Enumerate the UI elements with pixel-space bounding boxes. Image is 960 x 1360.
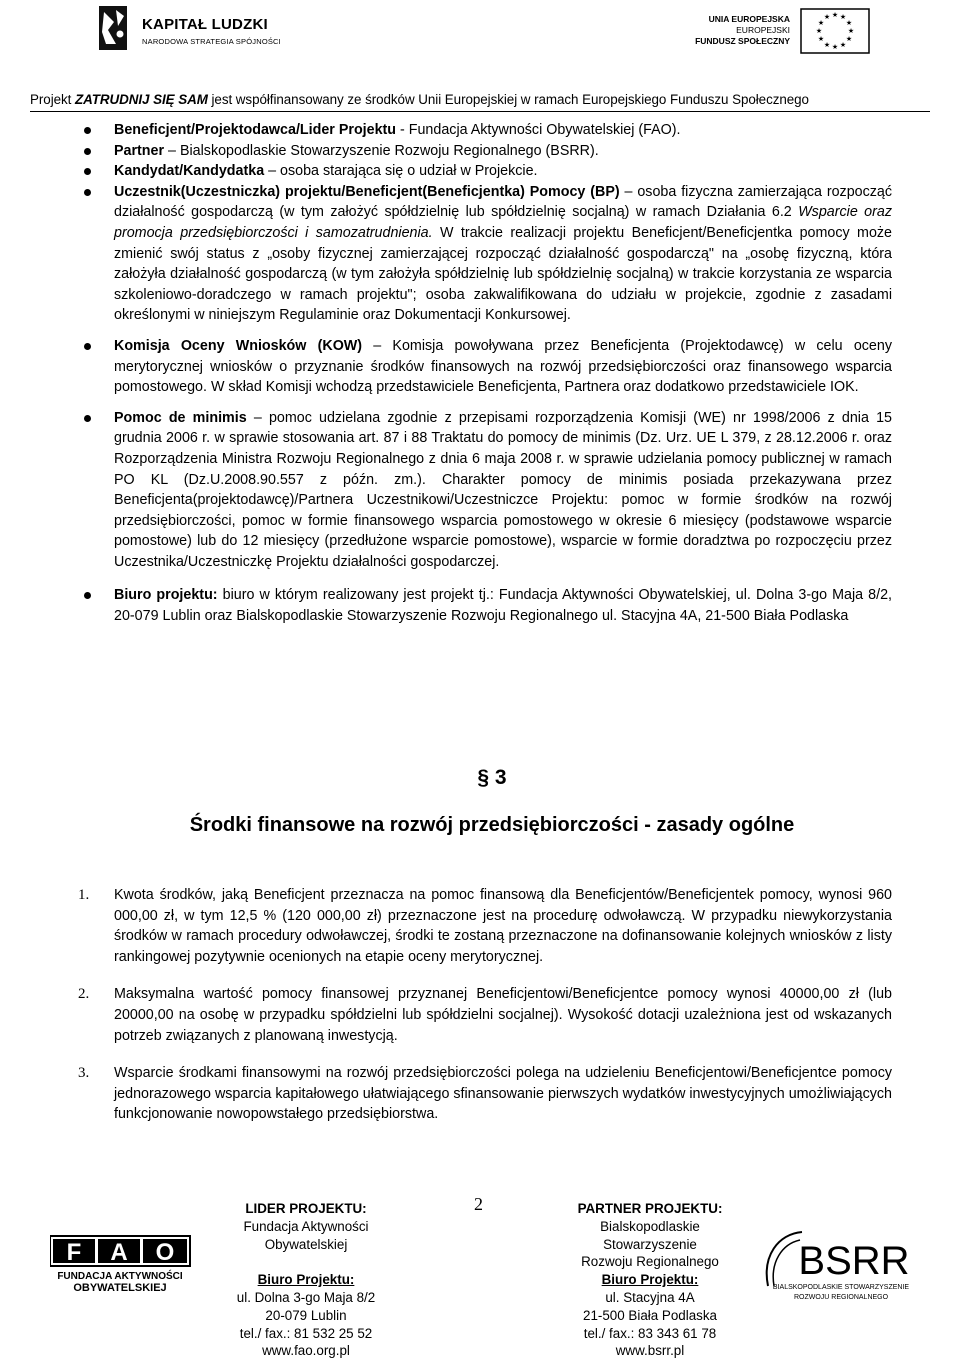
partner-contact (560, 1200, 740, 1360)
definition-text: biuro w którym realizowany jest projekt tj.: Fundacja Aktywności Obywatelskiej, ul. Dolna 3-go Maja 8/2, 20-079 Lublin oraz Bialskopodlaskie Stowarzyszenie Rozwoju Regionalnego ul. Stacyjna 4A, 21-500 Biała Podlaska (114, 587, 892, 625)
eu-logo (695, 4, 870, 58)
eu-logo-line1: UNIA EUROPEJSKA (708, 14, 790, 24)
fao-logo (50, 1232, 200, 1294)
definition-text: - Fundacja Aktywności Obywatelskiej (FAO). (396, 122, 681, 138)
partner-address-1: ul. Stacyjna 4A (605, 1289, 695, 1305)
page-header (0, 0, 960, 112)
leader-heading: LIDER PROJEKTU: (245, 1201, 367, 1216)
bsrr-logo-line2: ROZWOJU REGIONALNEGO (793, 1294, 889, 1301)
bullet-icon (84, 343, 91, 350)
leader-contact (216, 1200, 396, 1360)
rules-list (78, 885, 892, 1142)
leader-phone: tel./ fax.: 81 532 25 52 (239, 1325, 373, 1341)
definition-item (78, 585, 892, 626)
kapital-ludzki-title: KAPITAŁ LUDZKI (142, 16, 268, 33)
svg-text:★: ★ (815, 27, 823, 35)
rule-text: Wsparcie środkami finansowymi na rozwój przedsiębiorczości polega na udzieleniu Beneficjentowi/Beneficjentce pomocy jednorazowego wsparcia kapitałowego ułatwiającego sfinansowanie pierwszych wydatków inwestycyjnych umożliwiających funkcjonowanie nowopowstałego przedsiębiorstwa. (114, 1065, 892, 1123)
definition-text: – Komisja powoływana przez Beneficjenta (Projektodawcę) w celu oceny merytorycznej wniosków o przyznanie środków finansowych na rozwój przedsiębiorczości oraz finansowego wsparcia pomostowego. W skład Komisji wchodzą przedstawiciele Beneficjenta, Partnera oraz dodatkowo przedstawiciele IOK. (114, 337, 892, 396)
leader-name-2: Obywatelskiej (264, 1236, 348, 1252)
partner-name-3: Rozwoju Regionalnego (581, 1254, 719, 1270)
kapital-ludzki-emblem-icon (96, 4, 130, 52)
leader-office-label: Biuro Projektu: (257, 1272, 355, 1288)
definition-item (78, 182, 892, 326)
kapital-ludzki-logo (96, 4, 296, 56)
bullet-icon (84, 127, 91, 134)
rule-number: 2. (78, 986, 90, 1003)
fao-letter-o: O (155, 1239, 175, 1266)
definition-term: Uczestnik(Uczestniczka) projektu/Beneficjent(Beneficjentka) Pomocy (BP) (114, 183, 620, 200)
eu-flag-icon (800, 8, 870, 54)
bsrr-logo-letters: BSRR (798, 1239, 910, 1283)
svg-text:★: ★ (847, 27, 855, 35)
definition-item (78, 141, 892, 162)
definition-text-cont: W trakcie realizacji projektu Beneficjent/Beneficjentka pomocy może zmienić swój status z „osoby fizycznej zamierzającej rozpocząć działalność gospodarczą" na „osobę fizyczną, która założyła działalność gospodarczą (w tym założyła spółdzielnię lub spółdzielnię socjalną) w trakcie korzystania ze wsparcia szkoleniowo-doradczego w ramach projektu"; osoba zakwalifikowana do udziału w projekcie, zgodnie z zasadami określonymi w niniejszym Regulaminie oraz Dokumentacji Konkursowej. (114, 224, 892, 324)
bsrr-logo (758, 1226, 924, 1306)
header-rule (30, 111, 930, 112)
definition-item (78, 408, 892, 573)
partner-phone: tel./ fax.: 83 343 61 78 (583, 1325, 717, 1341)
eu-logo-text (695, 14, 790, 47)
bullet-icon (84, 148, 91, 155)
partner-name-1: Bialskopodlaskie (600, 1218, 700, 1234)
project-prefix: Projekt (30, 92, 75, 107)
svg-text:★: ★ (839, 13, 847, 21)
svg-text:★: ★ (845, 19, 853, 27)
definition-text: – pomoc udzielana zgodnie z przepisami rozporządzenia Komisji (WE) nr 1998/2006 z dnia 15 grudnia 2006 r. w sprawie stosowania art. 87 i 88 Traktatu do pomocy de minimis (Dz. Urz. UE L 379, z 28.12.2006 r. oraz Rozporządzenia Ministra Rozwoju Regionalnego z dnia 6 maja 2008 r. w sprawie udzielania pomocy publicznej w ramach PO KL (Dz.U.2008.90.557 z późn. zm.). Charakter pomocy de minimis posiada przekazywana przez Beneficjenta(projektodawcę)/Partnera Uczestnikowi/Uczestniczce Projektu: pomoc w formie środków na rozwój przedsiębiorczości, pomoc w formie finansowego wsparcia pomostowego w okresie 6 miesięcy (podstawowe wsparcie pomostowe) lub do 12 miesięcy (przedłużone wsparcie pomostowe), wsparcie w formie doradztwa po rozpoczęciu przez Uczestnika/Uczestniczkę Projektu działalności gospodarczej. (114, 409, 892, 570)
rule-text: Kwota środków, jaką Beneficjent przeznacza na pomoc finansową dla Beneficjentów/Beneficjentek pomocy, wynosi 960 000,00 zł, w tym 12,5 % (120 000,00 zł) przeznaczone jest na procedurę odwoławczą. W przypadku niewykorzystania środków w ramach procedury odwoławczej, środki te zostaną przeznaczone na dofinansowanie kolejnych wniosków z listy rankingowej pozytywnie ocenionych na etapie oceny merytorycznej. (114, 887, 892, 965)
bullet-icon (84, 415, 91, 422)
definition-term: Pomoc de minimis (114, 409, 247, 426)
section-number: § 3 (477, 766, 507, 789)
project-name: ZATRUDNIJ SIĘ SAM (75, 92, 208, 107)
eu-logo-line3: FUNDUSZ SPOŁECZNY (695, 36, 790, 46)
partner-address-2: 21-500 Biała Podlaska (583, 1307, 717, 1323)
definition-text: – osoba fizyczna zamierzająca rozpocząć działalność gospodarczą (w tym założyć spółdzielnię lub spółdzielnię socjalną) w ramach Działania 6.2 (114, 183, 892, 221)
partner-office-label: Biuro Projektu: (601, 1272, 699, 1288)
svg-text:★: ★ (823, 13, 831, 21)
leader-address-1: ul. Dolna 3-go Maja 8/2 (236, 1289, 376, 1305)
partner-name-2: Stowarzyszenie (603, 1236, 697, 1252)
leader-address-2: 20-079 Lublin (265, 1307, 347, 1323)
kapital-ludzki-subtitle: NARODOWA STRATEGIA SPÓJNOŚCI (142, 37, 281, 46)
page-number: 2 (474, 1194, 483, 1214)
definition-item (78, 120, 892, 141)
rule-item (78, 885, 892, 967)
definition-term: Beneficjent/Projektodawca/Lider Projektu (114, 122, 397, 138)
partner-website[interactable]: www.bsrr.pl (615, 1343, 685, 1359)
definition-term: Komisja Oceny Wniosków (KOW) (114, 337, 363, 354)
definition-item (78, 336, 892, 398)
section-title: Środki finansowe na rozwój przedsiębiorczości - zasady ogólne (189, 814, 795, 836)
rule-item (78, 984, 892, 1046)
definitions-list (78, 120, 892, 627)
definition-term: Biuro projektu: (114, 587, 218, 604)
bsrr-logo-line1: BIALSKOPODLASKIE STOWARZYSZENIE (772, 1284, 910, 1291)
spacer (216, 1253, 396, 1271)
rule-number: 1. (78, 887, 90, 903)
svg-text:★: ★ (831, 43, 839, 51)
project-cofinancing-line (30, 92, 930, 107)
definition-text: – Bialskopodlaskie Stowarzyszenie Rozwoju Regionalnego (BSRR). (164, 142, 599, 159)
eu-logo-line2: EUROPEJSKI (736, 25, 790, 35)
bullet-icon (84, 189, 91, 196)
project-suffix: jest współfinansowany ze środków Unii Europejskiej w ramach Europejskiego Funduszu Społecznego (207, 92, 809, 107)
rule-text: Maksymalna wartość pomocy finansowej przyznanej Beneficjentowi/Beneficjentce pomocy wynosi 40000,00 zł (lub 20000,00 na osobę w przypadku spółdzielni lub spółdzielni socjalnej). Wysokość dotacji uzależniona jest od wskazanych potrzeb związanych z planowaną inwestycją. (114, 986, 892, 1044)
partner-heading: PARTNER PROJEKTU: (577, 1201, 723, 1216)
fao-logo-line1: FUNDACJA AKTYWNOŚCI (57, 1271, 183, 1282)
definition-text: – osoba starająca się o udział w Projekcie. (264, 163, 538, 180)
fao-letter-f: F (66, 1239, 82, 1266)
bullet-icon (84, 168, 91, 175)
bsrr-logo-graphic (758, 1226, 924, 1306)
svg-text:★: ★ (831, 11, 839, 19)
svg-text:★: ★ (823, 41, 831, 49)
fao-logo-line2: OBYWATELSKIEJ (73, 1282, 167, 1294)
definition-italic: Wsparcie oraz promocja przedsiębiorczości i samozatrudnienia. (114, 204, 892, 241)
svg-text:★: ★ (839, 41, 847, 49)
rule-item (78, 1063, 892, 1125)
leader-name-1: Fundacja Aktywności (243, 1218, 369, 1234)
svg-text:★: ★ (845, 35, 853, 43)
svg-text:★: ★ (817, 19, 825, 27)
leader-website[interactable]: www.fao.org.pl (262, 1343, 350, 1359)
definition-item (78, 161, 892, 182)
rule-number: 3. (78, 1065, 90, 1082)
bullet-icon (84, 592, 91, 599)
definition-term: Partner (114, 142, 165, 159)
fao-letter-a: A (110, 1239, 128, 1266)
fao-logo-graphic (50, 1232, 200, 1294)
definition-term: Kandydat/Kandydatka (114, 163, 265, 180)
svg-text:★: ★ (817, 35, 825, 43)
